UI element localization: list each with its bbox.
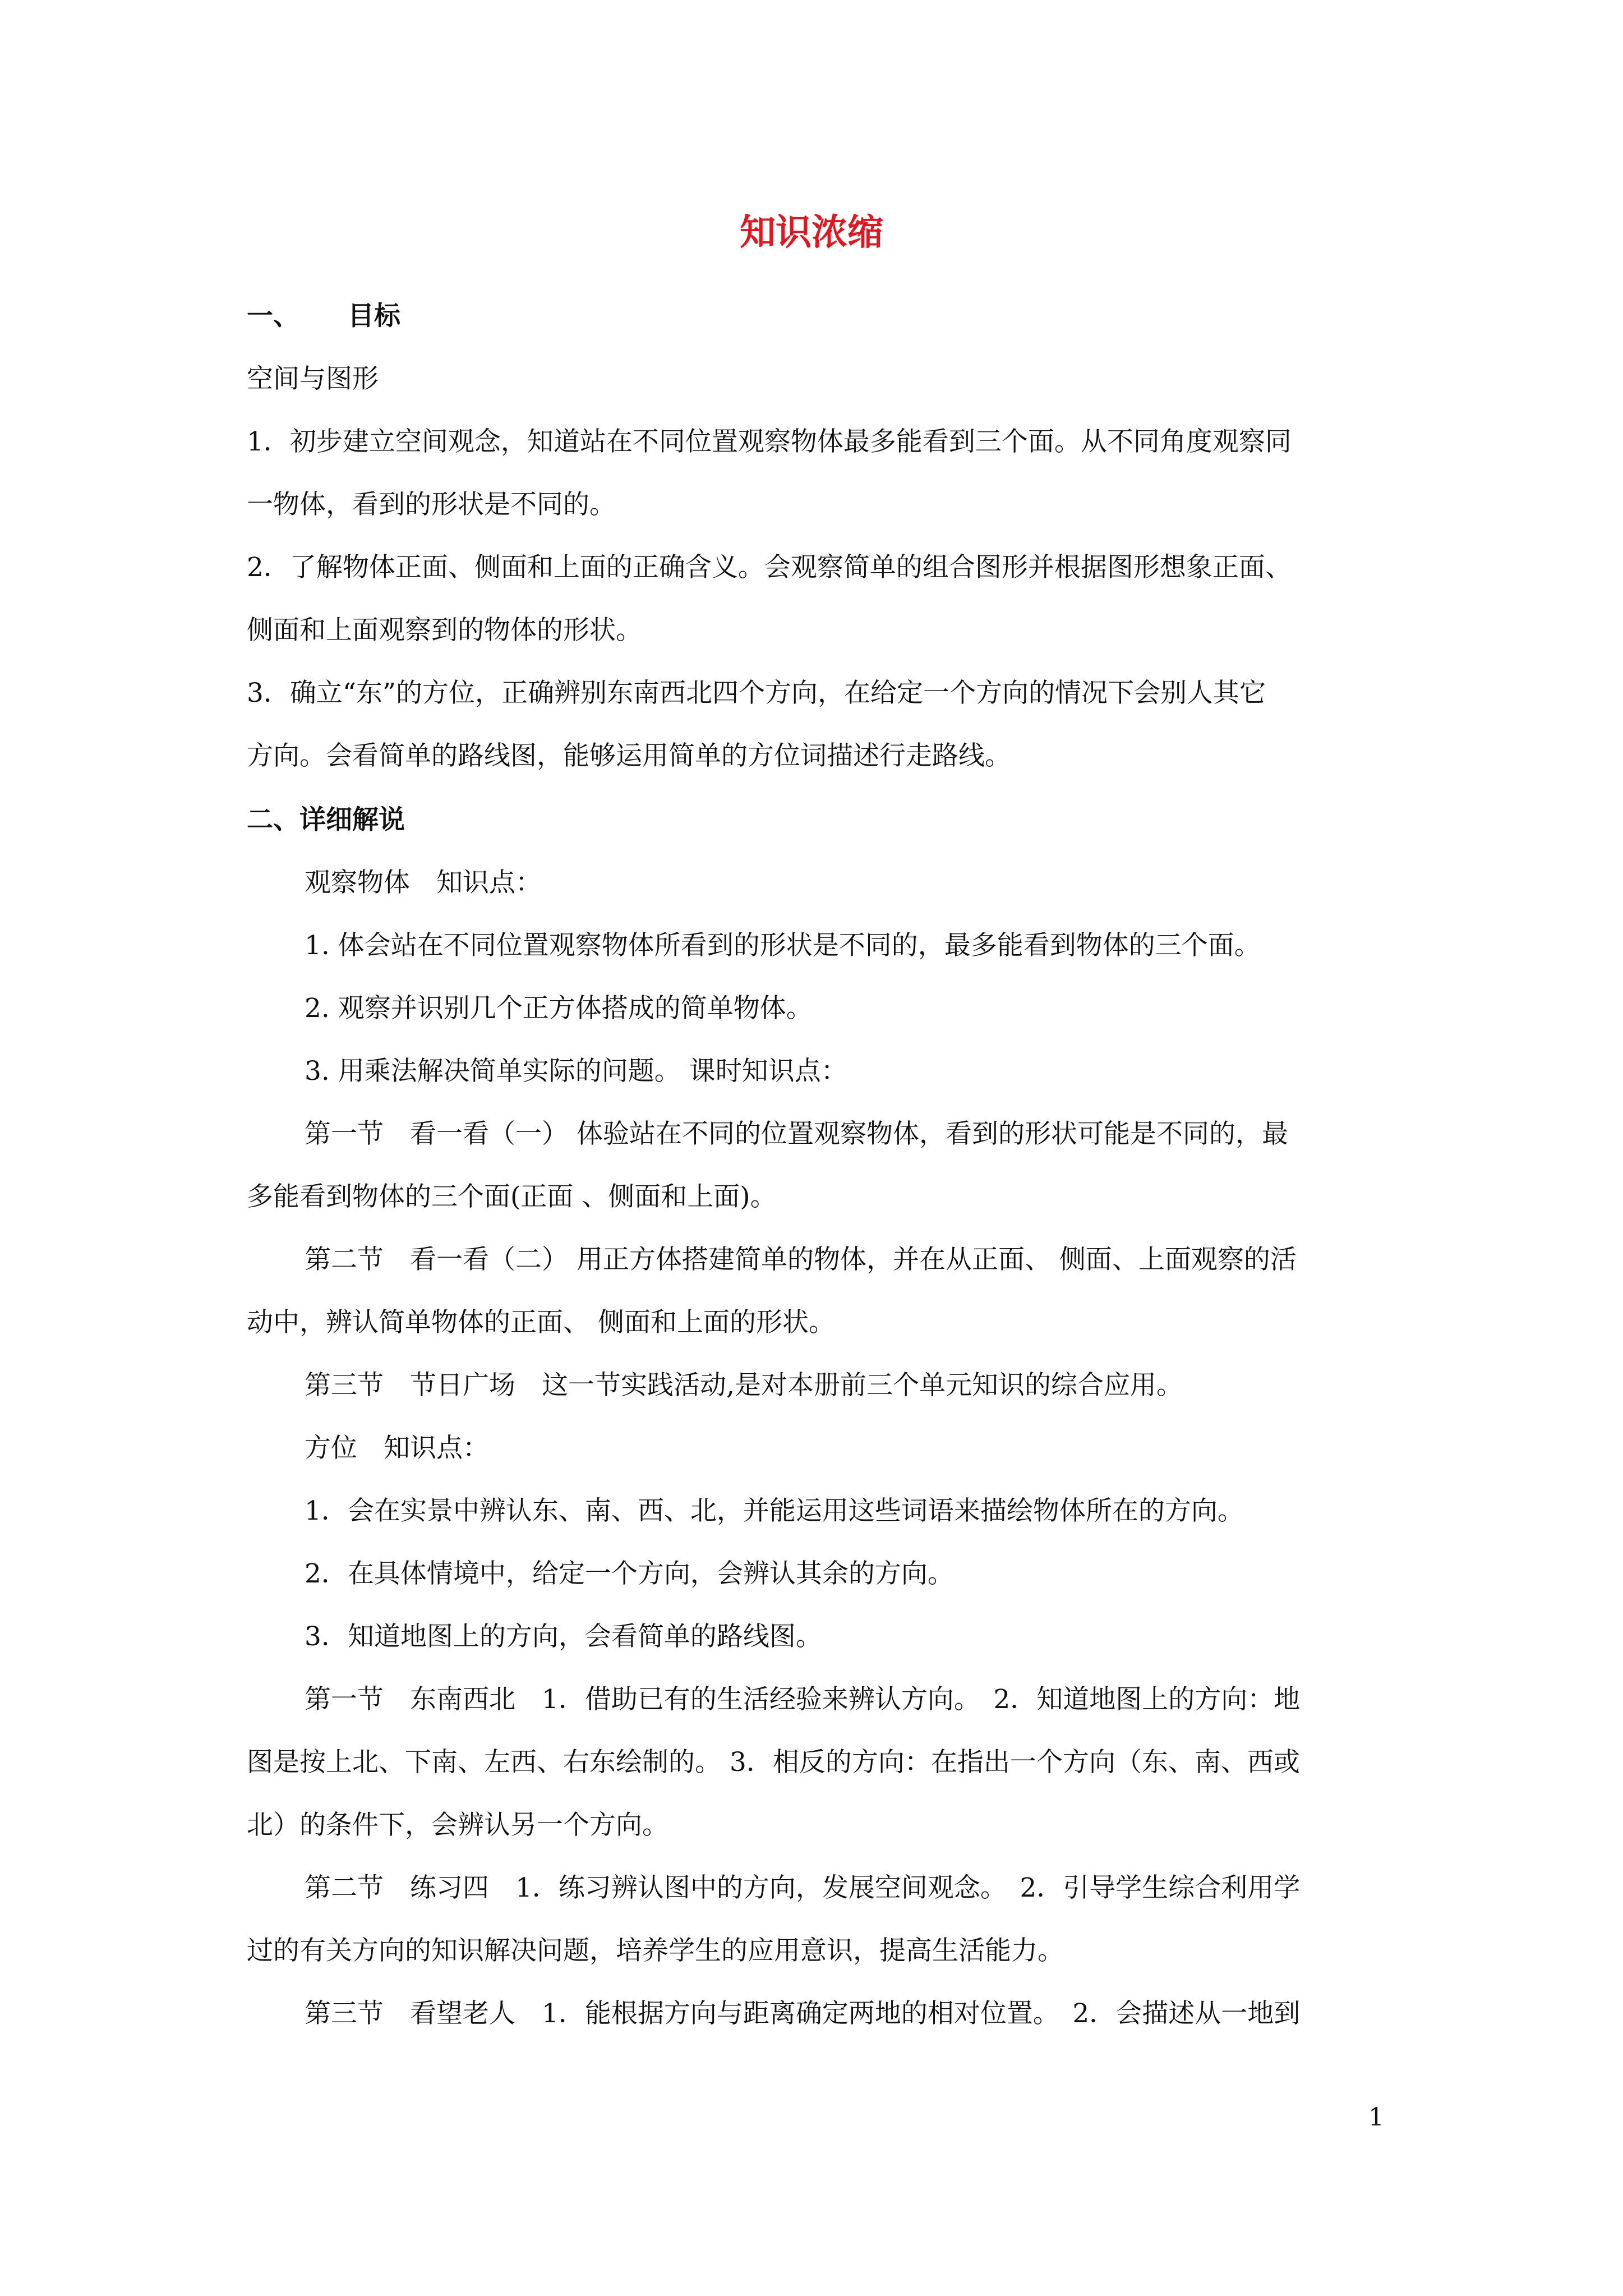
page-number: 1 (1368, 2103, 1384, 2132)
paragraph-line: 过的有关方向的知识解决问题，培养学生的应用意识，提高生活能力。 (247, 1935, 1064, 1966)
paragraph-line: 2. 观察并识别几个正方体搭成的简单物体。 (305, 993, 813, 1024)
paragraph-line: 图是按上北、下南、左西、右东绘制的。 3．相反的方向：在指出一个方向（东、南、西或 (247, 1747, 1300, 1778)
section-heading-details: 二、详细解说 (247, 804, 405, 835)
paragraph-line: 3. 用乘法解决简单实际的问题。 课时知识点： (305, 1056, 847, 1087)
paragraph-line: 1．初步建立空间观念，知道站在不同位置观察物体最多能看到三个面。从不同角度观察同 (247, 426, 1292, 457)
paragraph-line: 3．知道地图上的方向，会看简单的路线图。 (305, 1621, 822, 1652)
paragraph-line: 北）的条件下，会辨认另一个方向。 (247, 1810, 668, 1841)
paragraph-line: 第一节 看一看（一） 体验站在不同的位置观察物体，看到的形状可能是不同的，最 (305, 1119, 1288, 1149)
paragraph-line: 2．在具体情境中，给定一个方向，会辨认其余的方向。 (305, 1558, 954, 1589)
paragraph-line: 观察物体 知识点： (305, 867, 542, 898)
paragraph-line: 一物体，看到的形状是不同的。 (247, 489, 616, 520)
paragraph-line: 动中，辨认简单物体的正面、 侧面和上面的形状。 (247, 1307, 835, 1338)
paragraph-line: 3．确立“东”的方位，正确辨别东南西北四个方向，在给定一个方向的情况下会别人其它 (247, 678, 1266, 708)
paragraph-line: 1. 体会站在不同位置观察物体所看到的形状是不同的，最多能看到物体的三个面。 (305, 930, 1261, 961)
paragraph-line: 方向。会看简单的路线图，能够运用简单的方位词描述行走路线。 (247, 740, 1011, 771)
section-number: 一、 (247, 301, 299, 332)
paragraph-line: 1．会在实景中辨认东、南、西、北，并能运用这些词语来描绘物体所在的方向。 (305, 1496, 1244, 1526)
paragraph-line: 2．了解物体正面、侧面和上面的正确含义。会观察简单的组合图形并根据图形想象正面、 (247, 552, 1292, 583)
paragraph-line: 第三节 看望老人 1．能根据方向与距离确定两地的相对位置。 2．会描述从一地到 (305, 1998, 1301, 2029)
section-title: 目标 (348, 301, 400, 332)
paragraph-line: 第二节 看一看（二） 用正方体搭建简单的物体，并在从正面、 侧面、上面观察的活 (305, 1244, 1297, 1275)
paragraph-line: 第二节 练习四 1．练习辨认图中的方向，发展空间观念。 2．引导学生综合利用学 (305, 1872, 1301, 1903)
page-title: 知识浓缩 (740, 212, 883, 254)
paragraph-line: 方位 知识点： (305, 1433, 489, 1464)
paragraph-line: 多能看到物体的三个面(正面 、侧面和上面)。 (247, 1181, 777, 1212)
paragraph-line: 第三节 节日广场 这一节实践活动,是对本册前三个单元知识的综合应用。 (305, 1370, 1183, 1401)
paragraph-line: 侧面和上面观察到的物体的形状。 (247, 615, 642, 646)
subheading: 空间与图形 (247, 364, 379, 394)
paragraph-line: 第一节 东南西北 1．借助已有的生活经验来辨认方向。 2．知道地图上的方向：地 (305, 1684, 1301, 1715)
section-heading-goals (247, 298, 400, 334)
